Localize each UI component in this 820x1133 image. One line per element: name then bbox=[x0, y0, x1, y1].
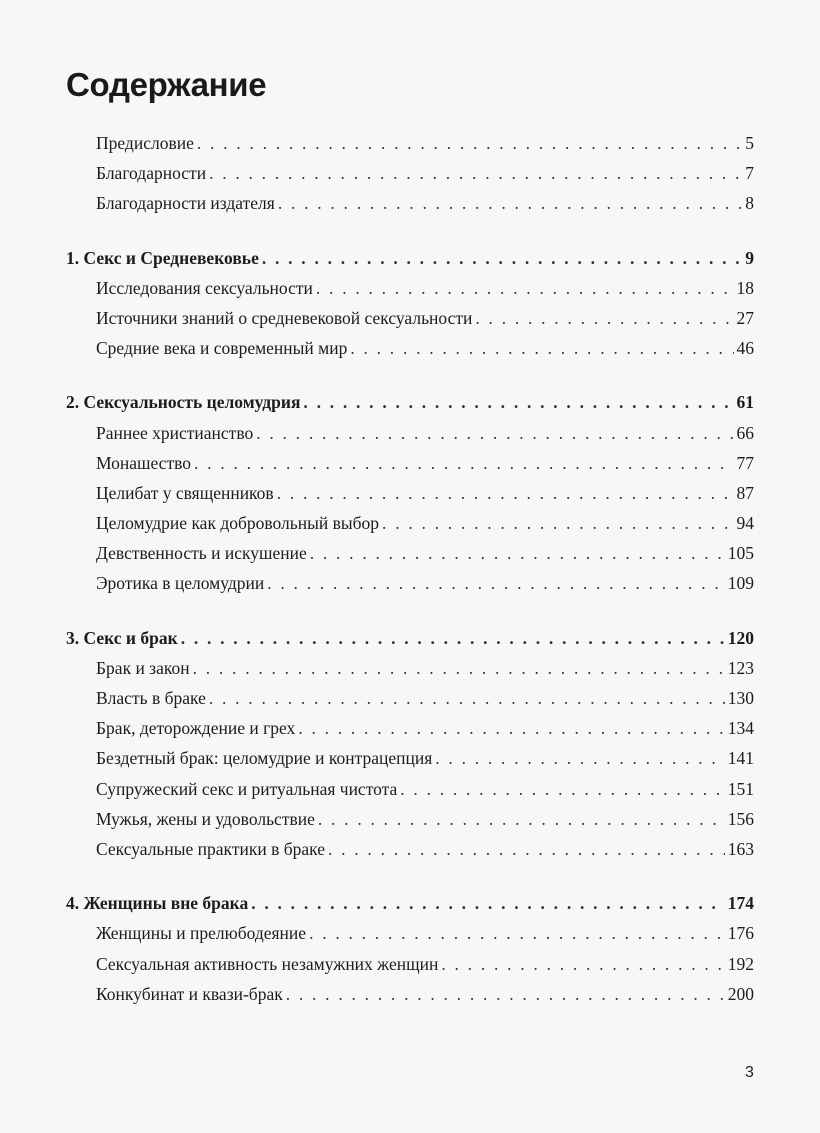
dot-leader bbox=[310, 538, 725, 568]
toc-entry-page: 151 bbox=[727, 778, 754, 799]
dot-leader bbox=[278, 188, 742, 218]
dot-leader bbox=[400, 774, 724, 804]
toc-entry-title: Сексуальные практики в браке bbox=[96, 838, 325, 859]
toc-entry-page: 7 bbox=[745, 163, 754, 184]
toc-entry bbox=[66, 979, 754, 1009]
toc-entry-title: Целибат у священников bbox=[96, 482, 274, 503]
toc-entry bbox=[66, 538, 754, 568]
toc-entry-title: Конкубинат и квази-брак bbox=[96, 983, 283, 1004]
dot-leader bbox=[209, 158, 742, 188]
toc-entry-page: 130 bbox=[727, 688, 754, 708]
dot-leader bbox=[262, 243, 742, 273]
toc-entry-title: Предисловие bbox=[96, 133, 194, 153]
dot-leader bbox=[277, 478, 734, 508]
toc-chapter-title: 4. Женщины вне брака bbox=[66, 893, 249, 914]
toc-entry-page: 141 bbox=[727, 748, 754, 769]
toc-entry-title: Брак и закон bbox=[96, 657, 190, 678]
toc-chapter-title: 1. Секс и Средневековье bbox=[66, 247, 259, 268]
dot-leader bbox=[197, 128, 742, 158]
section-gap bbox=[66, 599, 754, 623]
toc-entry-title: Супружеский секс и ритуальная чистота bbox=[96, 778, 398, 799]
toc-entry bbox=[66, 834, 754, 864]
page-title: Содержание bbox=[66, 66, 267, 103]
toc-entry bbox=[66, 418, 754, 448]
dot-leader bbox=[475, 303, 733, 333]
toc-entry-page: 105 bbox=[727, 543, 754, 564]
toc-entry bbox=[66, 713, 754, 743]
toc-entry-page: 176 bbox=[727, 923, 754, 944]
dot-leader bbox=[441, 949, 724, 979]
toc-chapter-title: 2. Сексуальность целомудрия bbox=[66, 392, 301, 413]
toc-entry bbox=[66, 568, 754, 598]
toc-entry-title: Монашество bbox=[96, 452, 191, 473]
toc-entry-title: Сексуальная активность незамужних женщин bbox=[96, 953, 439, 974]
toc-entry bbox=[66, 478, 754, 508]
toc-chapter bbox=[66, 387, 754, 417]
toc-chapter-page: 61 bbox=[736, 392, 754, 413]
toc-entry bbox=[66, 743, 754, 773]
dot-leader bbox=[256, 418, 733, 448]
dot-leader bbox=[382, 508, 733, 538]
toc-entry-page: 46 bbox=[736, 338, 754, 359]
toc-entry-page: 8 bbox=[745, 193, 754, 214]
dot-leader bbox=[209, 683, 725, 713]
toc-entry bbox=[66, 804, 754, 834]
dot-leader bbox=[435, 743, 724, 773]
toc-entry bbox=[66, 273, 754, 303]
toc-entry-page: 200 bbox=[727, 983, 754, 1004]
toc-entry-page: 66 bbox=[736, 422, 754, 443]
toc-entry-page: 163 bbox=[727, 838, 754, 859]
toc-chapter-page: 120 bbox=[727, 627, 754, 648]
toc-chapter-page: 9 bbox=[745, 247, 754, 268]
toc-entry bbox=[66, 774, 754, 804]
toc-entry-title: Власть в браке bbox=[96, 688, 206, 708]
toc-entry-page: 134 bbox=[727, 718, 754, 739]
toc-entry-page: 27 bbox=[736, 307, 754, 328]
dot-leader bbox=[318, 804, 725, 834]
toc-entry bbox=[66, 303, 754, 333]
toc-entry-title: Мужья, жены и удовольствие bbox=[96, 808, 315, 829]
toc-entry-title: Эротика в целомудрии bbox=[96, 573, 265, 594]
toc-entry bbox=[66, 333, 754, 363]
toc-entry-page: 87 bbox=[736, 482, 754, 503]
toc-entry-page: 123 bbox=[727, 657, 754, 678]
toc-entry bbox=[66, 683, 754, 713]
toc-entry-page: 109 bbox=[727, 573, 754, 594]
toc-entry-page: 192 bbox=[727, 953, 754, 974]
toc-entry bbox=[66, 128, 754, 158]
toc-entry-page: 77 bbox=[736, 452, 754, 473]
toc-entry-title: Источники знаний о средневековой сексуальности bbox=[96, 307, 473, 328]
toc-entry-page: 94 bbox=[736, 513, 754, 534]
toc-entry-title: Женщины и прелюбодеяние bbox=[96, 923, 307, 944]
toc-entry bbox=[66, 918, 754, 948]
dot-leader bbox=[350, 333, 733, 363]
section-gap bbox=[66, 363, 754, 387]
dot-leader bbox=[193, 653, 725, 683]
toc-chapter bbox=[66, 243, 754, 273]
toc-entry-title: Средние века и современный мир bbox=[96, 338, 348, 359]
toc-chapter bbox=[66, 888, 754, 918]
dot-leader bbox=[194, 448, 734, 478]
table-of-contents bbox=[66, 128, 754, 1009]
dot-leader bbox=[316, 273, 734, 303]
dot-leader bbox=[303, 387, 733, 417]
toc-entry bbox=[66, 158, 754, 188]
dot-leader bbox=[309, 918, 725, 948]
toc-entry bbox=[66, 448, 754, 478]
section-gap bbox=[66, 219, 754, 243]
toc-chapter bbox=[66, 623, 754, 653]
toc-entry-page: 18 bbox=[736, 277, 754, 298]
dot-leader bbox=[181, 623, 725, 653]
page-number: 3 bbox=[745, 1064, 754, 1081]
toc-entry-title: Раннее христианство bbox=[96, 422, 254, 443]
toc-chapter-page: 174 bbox=[727, 893, 754, 914]
toc-entry bbox=[66, 949, 754, 979]
toc-entry-page: 156 bbox=[727, 808, 754, 829]
toc-entry-title: Благодарности издателя bbox=[96, 193, 275, 214]
toc-entry-title: Девственность и искушение bbox=[96, 543, 307, 564]
toc-entry-title: Брак, деторождение и грех bbox=[96, 718, 296, 739]
toc-entry bbox=[66, 188, 754, 218]
toc-chapter-title: 3. Секс и брак bbox=[66, 627, 178, 648]
toc-entry-page: 5 bbox=[745, 133, 754, 153]
toc-entry-title: Целомудрие как добровольный выбор bbox=[96, 513, 380, 534]
toc-entry-title: Бездетный брак: целомудрие и контрацепция bbox=[96, 748, 433, 769]
dot-leader bbox=[328, 834, 725, 864]
dot-leader bbox=[251, 888, 725, 918]
toc-entry bbox=[66, 653, 754, 683]
toc-entry bbox=[66, 508, 754, 538]
dot-leader bbox=[286, 979, 725, 1009]
toc-entry-title: Исследования сексуальности bbox=[96, 277, 313, 298]
dot-leader bbox=[298, 713, 724, 743]
section-gap bbox=[66, 864, 754, 888]
toc-entry-title: Благодарности bbox=[96, 163, 207, 184]
dot-leader bbox=[267, 568, 725, 598]
